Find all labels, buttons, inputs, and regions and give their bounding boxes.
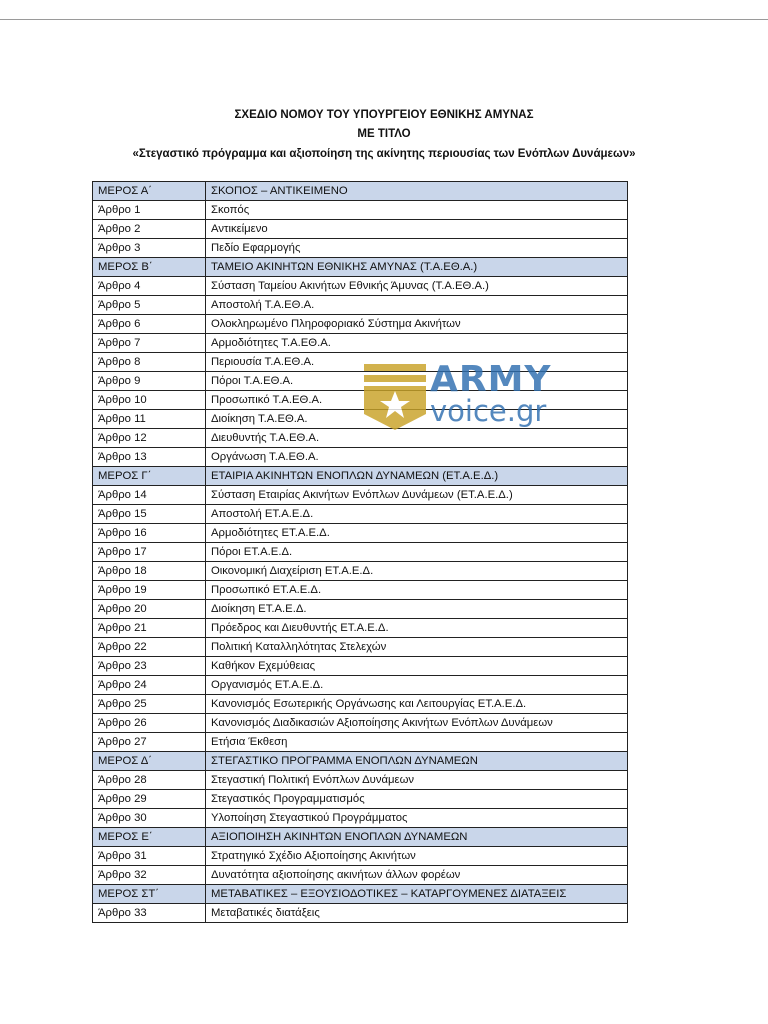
watermark-army-text: ARMY: [430, 359, 552, 400]
article-number-cell: Άρθρο 17: [93, 543, 206, 562]
article-title-cell: Πεδίο Εφαρμογής: [206, 239, 628, 258]
article-row: [93, 391, 628, 410]
article-row: [93, 809, 628, 828]
article-title-cell: Στεγαστική Πολιτική Ενόπλων Δυνάμεων: [206, 771, 628, 790]
article-title-cell: Αντικείμενο: [206, 220, 628, 239]
part-title-cell: ΣΤΕΓΑΣΤΙΚΟ ΠΡΟΓΡΑΜΜΑ ΕΝΟΠΛΩΝ ΔΥΝΑΜΕΩΝ: [206, 752, 628, 771]
article-title-cell: Οικονομική Διαχείριση ΕΤ.Α.Ε.Δ.: [206, 562, 628, 581]
article-row: [93, 771, 628, 790]
article-row: [93, 600, 628, 619]
article-number-cell: Άρθρο 29: [93, 790, 206, 809]
article-number-cell: Άρθρο 25: [93, 695, 206, 714]
part-title-cell: ΤΑΜΕΙΟ ΑΚΙΝΗΤΩΝ ΕΘΝΙΚΗΣ ΑΜΥΝΑΣ (Τ.Α.ΕΘ.Α.): [206, 258, 628, 277]
article-number-cell: Άρθρο 1: [93, 201, 206, 220]
article-title-cell: Αποστολή Τ.Α.ΕΘ.Α.: [206, 296, 628, 315]
article-row: [93, 847, 628, 866]
article-row: [93, 657, 628, 676]
document-subtitle: «Στεγαστικό πρόγραμμα και αξιοποίηση της ακίνητης περιουσίας των Ενόπλων Δυνάμεων»: [132, 148, 636, 160]
article-title-cell: Μεταβατικές διατάξεις: [206, 904, 628, 923]
article-title-cell: Διευθυντής Τ.Α.ΕΘ.Α.: [206, 429, 628, 448]
article-title-cell: Πολιτική Καταλληλότητας Στελεχών: [206, 638, 628, 657]
article-title-cell: Προσωπικό Τ.Α.ΕΘ.Α.: [206, 391, 628, 410]
article-number-cell: Άρθρο 3: [93, 239, 206, 258]
article-number-cell: Άρθρο 30: [93, 809, 206, 828]
article-number-cell: Άρθρο 13: [93, 448, 206, 467]
part-title-cell: ΕΤΑΙΡΙΑ ΑΚΙΝΗΤΩΝ ΕΝΟΠΛΩΝ ΔΥΝΑΜΕΩΝ (ΕΤ.Α.Ε.Δ.): [206, 467, 628, 486]
article-title-cell: Πρόεδρος και Διευθυντής ΕΤ.Α.Ε.Δ.: [206, 619, 628, 638]
article-title-cell: Πόροι ΕΤ.Α.Ε.Δ.: [206, 543, 628, 562]
article-number-cell: Άρθρο 31: [93, 847, 206, 866]
article-row: [93, 220, 628, 239]
article-row: [93, 353, 628, 372]
watermark-voice-text: voice.gr: [430, 394, 547, 428]
article-row: [93, 733, 628, 752]
article-number-cell: Άρθρο 20: [93, 600, 206, 619]
article-title-cell: Διοίκηση ΕΤ.Α.Ε.Δ.: [206, 600, 628, 619]
article-title-cell: Αρμοδιότητες Τ.Α.ΕΘ.Α.: [206, 334, 628, 353]
article-number-cell: Άρθρο 21: [93, 619, 206, 638]
article-number-cell: Άρθρο 5: [93, 296, 206, 315]
article-title-cell: Κανονισμός Εσωτερικής Οργάνωσης και Λειτουργίας ΕΤ.Α.Ε.Δ.: [206, 695, 628, 714]
article-number-cell: Άρθρο 26: [93, 714, 206, 733]
article-number-cell: Άρθρο 2: [93, 220, 206, 239]
article-number-cell: Άρθρο 24: [93, 676, 206, 695]
article-title-cell: Ολοκληρωμένο Πληροφοριακό Σύστημα Ακινήτων: [206, 315, 628, 334]
article-number-cell: Άρθρο 27: [93, 733, 206, 752]
article-row: [93, 277, 628, 296]
article-number-cell: Άρθρο 6: [93, 315, 206, 334]
article-number-cell: Άρθρο 12: [93, 429, 206, 448]
article-title-cell: Δυνατότητα αξιοποίησης ακινήτων άλλων φορέων: [206, 866, 628, 885]
article-title-cell: Οργάνωση Τ.Α.ΕΘ.Α.: [206, 448, 628, 467]
article-number-cell: Άρθρο 33: [93, 904, 206, 923]
page-top-border: [0, 19, 768, 20]
article-title-cell: Ετήσια Έκθεση: [206, 733, 628, 752]
part-title-cell: ΜΕΤΑΒΑΤΙΚΕΣ – ΕΞΟΥΣΙΟΔΟΤΙΚΕΣ – ΚΑΤΑΡΓΟΥΜΕΝΕΣ ΔΙΑΤΑΞΕΙΣ: [206, 885, 628, 904]
article-title-cell: Καθήκον Εχεμύθειας: [206, 657, 628, 676]
article-row: [93, 296, 628, 315]
article-row: [93, 429, 628, 448]
article-number-cell: Άρθρο 18: [93, 562, 206, 581]
article-number-cell: Άρθρο 16: [93, 524, 206, 543]
article-row: [93, 486, 628, 505]
article-title-cell: Στεγαστικός Προγραμματισμός: [206, 790, 628, 809]
part-number-cell: ΜΕΡΟΣ ΣΤ΄: [93, 885, 206, 904]
article-row: [93, 372, 628, 391]
article-title-cell: Περιουσία Τ.Α.ΕΘ.Α.: [206, 353, 628, 372]
article-number-cell: Άρθρο 11: [93, 410, 206, 429]
article-row: [93, 638, 628, 657]
article-row: [93, 315, 628, 334]
table-of-contents: [92, 181, 628, 923]
article-number-cell: Άρθρο 9: [93, 372, 206, 391]
article-row: [93, 448, 628, 467]
article-title-cell: Αρμοδιότητες ΕΤ.Α.Ε.Δ.: [206, 524, 628, 543]
article-title-cell: Στρατηγικό Σχέδιο Αξιοποίησης Ακινήτων: [206, 847, 628, 866]
article-title-cell: Πόροι Τ.Α.ΕΘ.Α.: [206, 372, 628, 391]
article-title-cell: Αποστολή ΕΤ.Α.Ε.Δ.: [206, 505, 628, 524]
article-row: [93, 581, 628, 600]
article-title-cell: Υλοποίηση Στεγαστικού Προγράμματος: [206, 809, 628, 828]
document-title: ΣΧΕΔΙΟ ΝΟΜΟΥ ΤΟΥ ΥΠΟΥΡΓΕΙΟΥ ΕΘΝΙΚΗΣ ΑΜΥΝΑΣ: [234, 109, 534, 121]
article-title-cell: Οργανισμός ΕΤ.Α.Ε.Δ.: [206, 676, 628, 695]
part-number-cell: ΜΕΡΟΣ Β΄: [93, 258, 206, 277]
article-row: [93, 866, 628, 885]
part-title-cell: ΑΞΙΟΠΟΙΗΣΗ ΑΚΙΝΗΤΩΝ ΕΝΟΠΛΩΝ ΔΥΝΑΜΕΩΝ: [206, 828, 628, 847]
article-title-cell: Διοίκηση Τ.Α.ΕΘ.Α.: [206, 410, 628, 429]
part-header-row: [93, 182, 628, 201]
article-title-cell: Κανονισμός Διαδικασιών Αξιοποίησης Ακινήτων Ενόπλων Δυνάμεων: [206, 714, 628, 733]
table-of-contents-body: [93, 182, 628, 923]
article-row: [93, 239, 628, 258]
part-header-row: [93, 885, 628, 904]
article-row: [93, 524, 628, 543]
part-number-cell: ΜΕΡΟΣ Γ΄: [93, 467, 206, 486]
article-number-cell: Άρθρο 32: [93, 866, 206, 885]
article-row: [93, 410, 628, 429]
part-title-cell: ΣΚΟΠΟΣ – ΑΝΤΙΚΕΙΜΕΝΟ: [206, 182, 628, 201]
article-number-cell: Άρθρο 10: [93, 391, 206, 410]
article-number-cell: Άρθρο 28: [93, 771, 206, 790]
article-row: [93, 619, 628, 638]
article-row: [93, 676, 628, 695]
part-header-row: [93, 828, 628, 847]
article-number-cell: Άρθρο 19: [93, 581, 206, 600]
article-row: [93, 904, 628, 923]
article-row: [93, 695, 628, 714]
article-row: [93, 334, 628, 353]
article-number-cell: Άρθρο 8: [93, 353, 206, 372]
part-number-cell: ΜΕΡΟΣ Α΄: [93, 182, 206, 201]
article-title-cell: Σύσταση Ταμείου Ακινήτων Εθνικής Άμυνας (Τ.Α.ΕΘ.Α.): [206, 277, 628, 296]
part-number-cell: ΜΕΡΟΣ Ε΄: [93, 828, 206, 847]
part-header-row: [93, 752, 628, 771]
article-row: [93, 714, 628, 733]
part-header-row: [93, 258, 628, 277]
article-title-cell: Σκοπός: [206, 201, 628, 220]
article-number-cell: Άρθρο 7: [93, 334, 206, 353]
document-title-label: ΜΕ ΤΙΤΛΟ: [357, 128, 411, 140]
article-number-cell: Άρθρο 15: [93, 505, 206, 524]
article-title-cell: Προσωπικό ΕΤ.Α.Ε.Δ.: [206, 581, 628, 600]
part-header-row: [93, 467, 628, 486]
article-row: [93, 505, 628, 524]
article-number-cell: Άρθρο 22: [93, 638, 206, 657]
article-number-cell: Άρθρο 14: [93, 486, 206, 505]
article-number-cell: Άρθρο 4: [93, 277, 206, 296]
article-number-cell: Άρθρο 23: [93, 657, 206, 676]
article-row: [93, 562, 628, 581]
article-title-cell: Σύσταση Εταιρίας Ακινήτων Ενόπλων Δυνάμεων (ΕΤ.Α.Ε.Δ.): [206, 486, 628, 505]
article-row: [93, 201, 628, 220]
part-number-cell: ΜΕΡΟΣ Δ΄: [93, 752, 206, 771]
article-row: [93, 543, 628, 562]
article-row: [93, 790, 628, 809]
